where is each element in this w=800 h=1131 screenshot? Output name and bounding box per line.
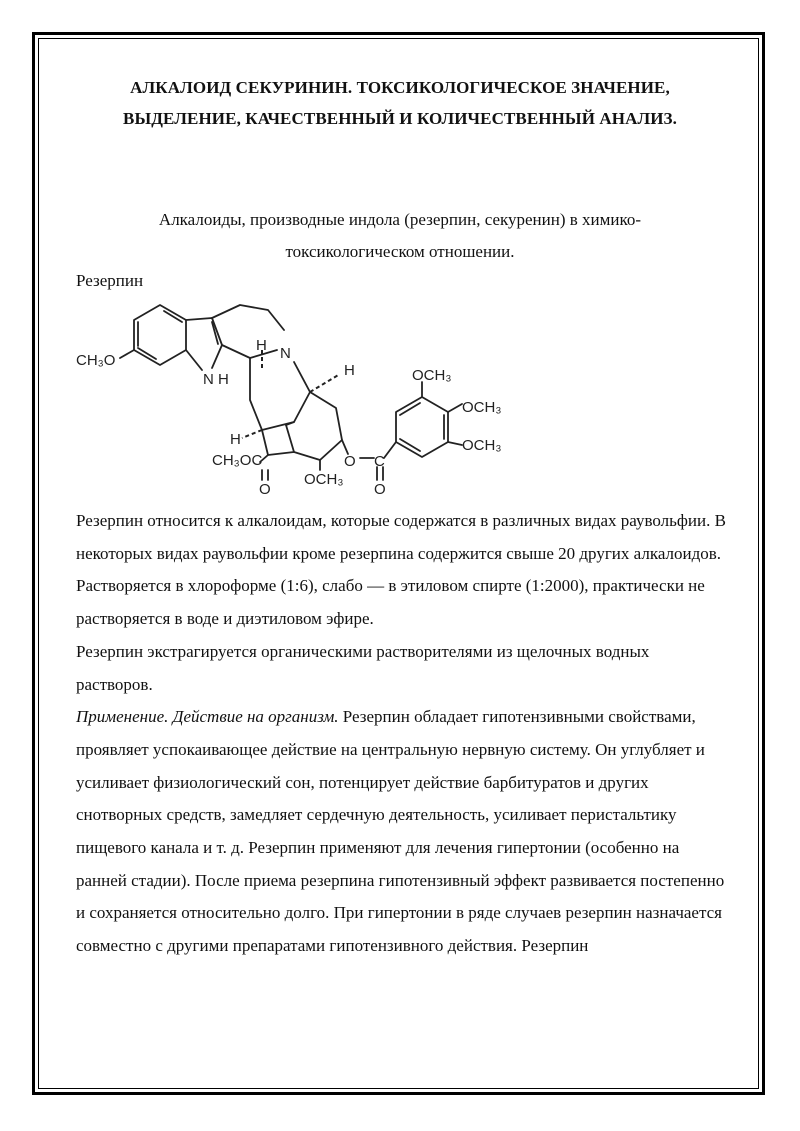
label-ester-o: O [259, 481, 271, 498]
label-ester: CH₃OC [212, 452, 263, 469]
label-och3-b: OCH₃ [462, 399, 502, 416]
paragraph-extraction: Резерпин экстрагируется органическими растворителями из щелочных водных растворов. [76, 641, 650, 694]
document-title [60, 72, 740, 134]
label-och3-bottom: OCH₃ [304, 471, 344, 488]
label-h-top: H [256, 337, 267, 354]
intro-text [100, 204, 700, 268]
body-text [76, 505, 726, 963]
label-c: C [374, 453, 385, 470]
application-heading: Применение. Действие на организм. [76, 707, 339, 727]
reserpine-structure [72, 300, 532, 500]
compound-label: Резерпин [76, 271, 144, 290]
label-o-link: O [344, 453, 356, 470]
paragraph-application [76, 701, 726, 963]
label-n-ring: N [280, 345, 291, 362]
intro-line-2: токсикологическом отношении. [285, 242, 515, 261]
title-line-1: АЛКАЛОИД СЕКУРИНИН. ТОКСИКОЛОГИЧЕСКОЕ ЗНАЧЕНИЕ, [130, 78, 670, 97]
label-och3-a: OCH₃ [412, 367, 452, 384]
label-c-o: O [374, 481, 386, 498]
label-nh: N [203, 371, 214, 388]
paragraph-solubility: Резерпин относится к алкалоидам, которые содержатся в различных видах раувольфии. В некоторых видах раувольфии кроме резерпина содержится свыше 20 других алкалоидов. Растворяется в хлороформе (1:6), слабо — в этиловом спирте (1:2000), практически не растворяется в воде и диэтиловом эфире. [76, 511, 726, 629]
title-line-2: ВЫДЕЛЕНИЕ, КАЧЕСТВЕННЫЙ И КОЛИЧЕСТВЕННЫЙ АНАЛИЗ. [123, 109, 677, 128]
label-och3-c: OCH₃ [462, 437, 502, 454]
label-methoxy-left: CH₃O [76, 352, 116, 369]
application-text: Резерпин обладает гипотензивными свойствами, проявляет успокаивающее действие на центральную нервную систему. Он углубляет и усиливает физиологический сон, потенцирует действие барбитуратов и других снотворных средств, замедляет сердечную деятельность, усиливает перистальтику пищевого канала и т. д. Резерпин применяют для лечения гипертонии (особенно на ранней стадии). После приема резерпина гипотензивный эффект развивается постепенно и сохраняется относительно долго. При гипертонии в ряде случаев резерпин назначается совместно с другими препаратами гипотензивного действия. Резерпин [76, 707, 725, 956]
label-nh-h: H [218, 371, 229, 388]
label-h-right: H [344, 362, 355, 379]
label-h-left: H [230, 431, 241, 448]
intro-line-1: Алкалоиды, производные индола (резерпин, секуренин) в химико- [158, 210, 642, 229]
